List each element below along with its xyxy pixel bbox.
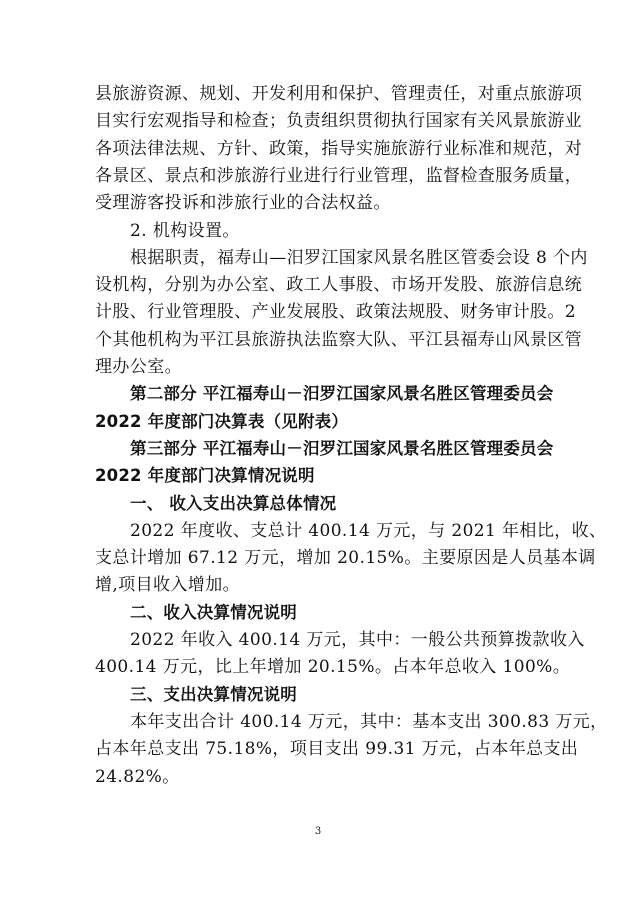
body-text-line: 目实行宏观指导和检查；负责组织贯彻执行国家有关风景旅游业 bbox=[95, 111, 583, 132]
body-text-line: 受理游客投诉和涉旅行业的合法权益。 bbox=[95, 193, 391, 214]
body-text-line: 根据职责，福寿山—汨罗江国家风景名胜区管委会设 8 个内 bbox=[130, 247, 588, 268]
body-text-line: 本年支出合计 400.14 万元，其中：基本支出 300.83 万元， bbox=[130, 711, 608, 732]
body-text-line: 增,项目收入增加。 bbox=[95, 575, 241, 596]
body-text-line: 个其他机构为平江县旅游执法监察大队、平江县福寿山风景区管 bbox=[95, 329, 583, 350]
body-text-line: 各项法律法规、方针、政策，指导实施旅游行业标准和规范，对 bbox=[95, 138, 583, 159]
body-text-line: 400.14 万元，比上年增加 20.15%。占本年总收入 100%。 bbox=[95, 657, 571, 678]
section-heading-income: 二、收入决算情况说明 bbox=[130, 602, 297, 622]
subsection-heading: 2. 机构设置。 bbox=[130, 220, 240, 241]
body-text-line: 计股、行业管理股、产业发展股、政策法规股、财务审计股。2 bbox=[95, 302, 577, 323]
body-text-line: 县旅游资源、规划、开发利用和保护、管理责任，对重点旅游项 bbox=[95, 84, 583, 104]
body-text-line: 各景区、景点和涉旅游行业进行行业管理，监督检查服务质量， bbox=[95, 165, 583, 186]
body-text-line: 24.82%。 bbox=[95, 766, 180, 787]
part-three-heading-cont: 2022 年度部门决算情况说明 bbox=[95, 466, 315, 486]
body-text-line: 2022 年收入 400.14 万元，其中：一般公共预算拨款收入 bbox=[130, 630, 585, 650]
body-text-line: 设机构，分别为办公室、政工人事股、市场开发股、旅游信息统 bbox=[95, 275, 583, 296]
body-text-line: 占本年总支出 75.18%，项目支出 99.31 万元，占本年总支出 bbox=[95, 739, 579, 760]
body-text-line: 2022 年度收、支总计 400.14 万元，与 2021 年相比，收、 bbox=[130, 520, 607, 541]
part-two-heading: 第二部分 平江福寿山－汨罗江国家风景名胜区管理委员会 bbox=[130, 384, 554, 404]
section-heading-overview: 一、 收入支出决算总体情况 bbox=[130, 493, 337, 513]
part-three-heading: 第三部分 平江福寿山－汨罗江国家风景名胜区管理委员会 bbox=[130, 438, 554, 458]
page-number: 3 bbox=[314, 826, 322, 837]
body-text-line: 支总计增加 67.12 万元，增加 20.15%。主要原因是人员基本调 bbox=[95, 548, 596, 569]
part-two-heading-cont: 2022 年度部门决算表（见附表） bbox=[95, 411, 349, 431]
section-heading-expenditure: 三、支出决算情况说明 bbox=[130, 684, 297, 704]
body-text-line: 理办公室。 bbox=[95, 357, 182, 377]
